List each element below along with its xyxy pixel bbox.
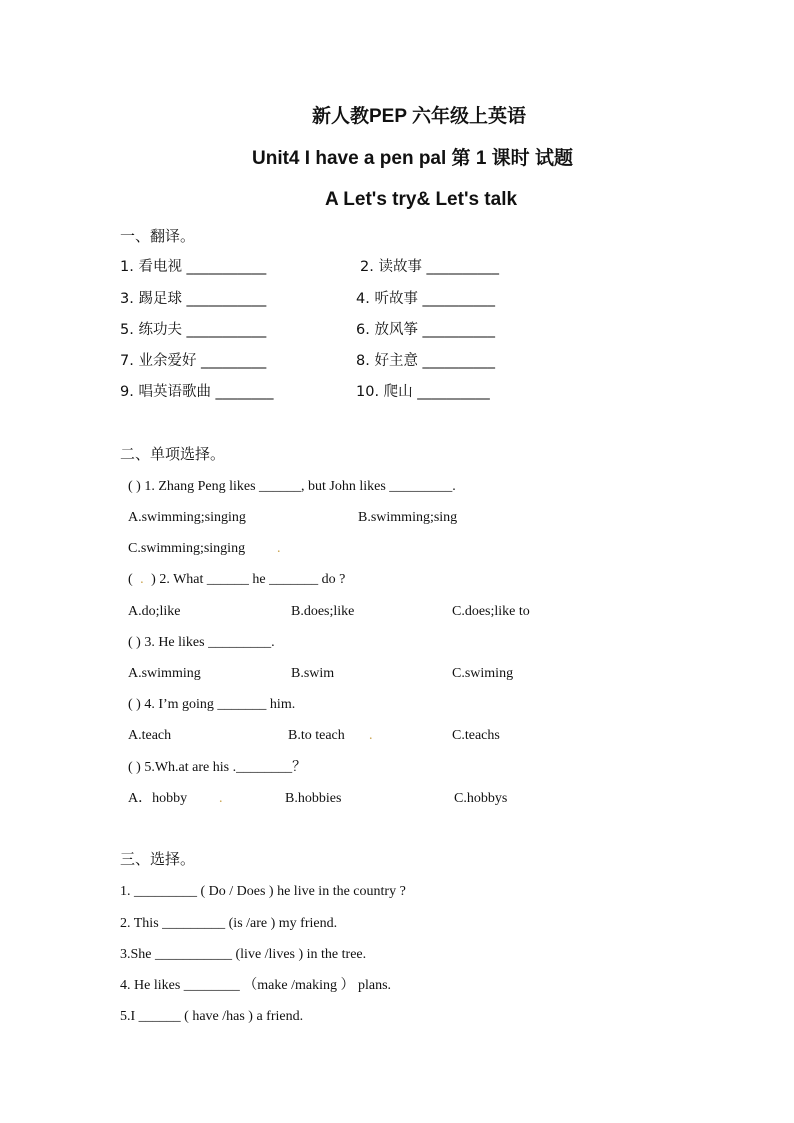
choose-item-5: 5.I ______ ( have /has ) a friend. — [120, 1009, 304, 1024]
choose-item-2: 2. This _________ (is /are ) my friend. — [120, 916, 338, 931]
translate-item-1: 1. 看电视 ___________ — [120, 259, 267, 275]
question-2-option-a: A.do;like — [128, 604, 181, 619]
translate-item-5: 5. 练功夫 ___________ — [120, 322, 267, 338]
question-5-option-a: A．hobby — [128, 791, 188, 806]
choose-item-3: 3.She ___________ (live /lives ) in the tree. — [120, 947, 367, 962]
translate-item-4: 4. 听故事 __________ — [356, 291, 496, 307]
question-2-stem-open: ( — [128, 572, 137, 587]
question-3-option-b: B.swim — [291, 666, 335, 681]
question-1-option-c: C.swimming;singing — [128, 541, 246, 556]
question-4-mark: . — [369, 728, 373, 743]
question-5-option-c: C.hobbys — [454, 791, 508, 806]
question-4-option-c: C.teachs — [452, 728, 500, 743]
section-1-heading: 一、翻译。 — [120, 227, 196, 245]
question-5-stem: ( ) 5.Wh.at are his .________？ — [128, 760, 307, 775]
section-2-heading: 二、单项选择。 — [120, 445, 226, 463]
question-2-stem — [128, 573, 345, 587]
question-4-option-a: A.teach — [128, 728, 172, 743]
question-5-mark: . — [219, 791, 223, 806]
question-5-option-b: B.hobbies — [285, 791, 342, 806]
question-1-stem: ( ) 1. Zhang Peng likes ______, but John likes _________. — [128, 479, 456, 494]
translate-item-8: 8. 好主意 __________ — [356, 353, 496, 369]
translate-item-7: 7. 业余爱好 _________ — [120, 353, 267, 369]
translate-item-10: 10. 爬山 __________ — [356, 384, 490, 400]
question-2-option-b: B.does;like — [291, 604, 355, 619]
translate-item-3: 3. 踢足球 ___________ — [120, 291, 267, 307]
question-4-stem: ( ) 4. I’m going _______ him. — [128, 697, 296, 712]
worksheet-title: 新人教PEP 六年级上英语 — [312, 106, 526, 127]
question-3-stem: ( ) 3. He likes _________. — [128, 635, 275, 650]
choose-item-1: 1. _________ ( Do / Does ) he live in the country ? — [120, 884, 406, 899]
worksheet-subtitle: Unit4 I have a pen pal 第 1 课时 试题 — [252, 148, 573, 169]
question-2-stem-rest: ) 2. What ______ he _______ do ? — [147, 572, 346, 587]
question-3-option-c: C.swiming — [452, 666, 514, 681]
lesson-title: A Let's try& Let's talk — [325, 189, 518, 210]
section-3-heading: 三、选择。 — [120, 850, 196, 868]
question-1-option-b: B.swimming;sing — [358, 510, 458, 525]
translate-item-6: 6. 放风筝 __________ — [356, 322, 496, 338]
question-1-option-a: A.swimming;singing — [128, 510, 246, 525]
translate-item-2: 2. 读故事 __________ — [360, 259, 500, 275]
question-3-option-a: A.swimming — [128, 666, 201, 681]
question-2-mark: . — [140, 572, 144, 587]
question-4-option-b: B.to teach — [288, 728, 345, 743]
translate-item-9: 9. 唱英语歌曲 ________ — [120, 384, 274, 400]
question-2-option-c: C.does;like to — [452, 604, 530, 619]
question-1-mark: . — [277, 541, 281, 556]
choose-item-4: 4. He likes ________ （make /making ） plans. — [120, 978, 392, 993]
